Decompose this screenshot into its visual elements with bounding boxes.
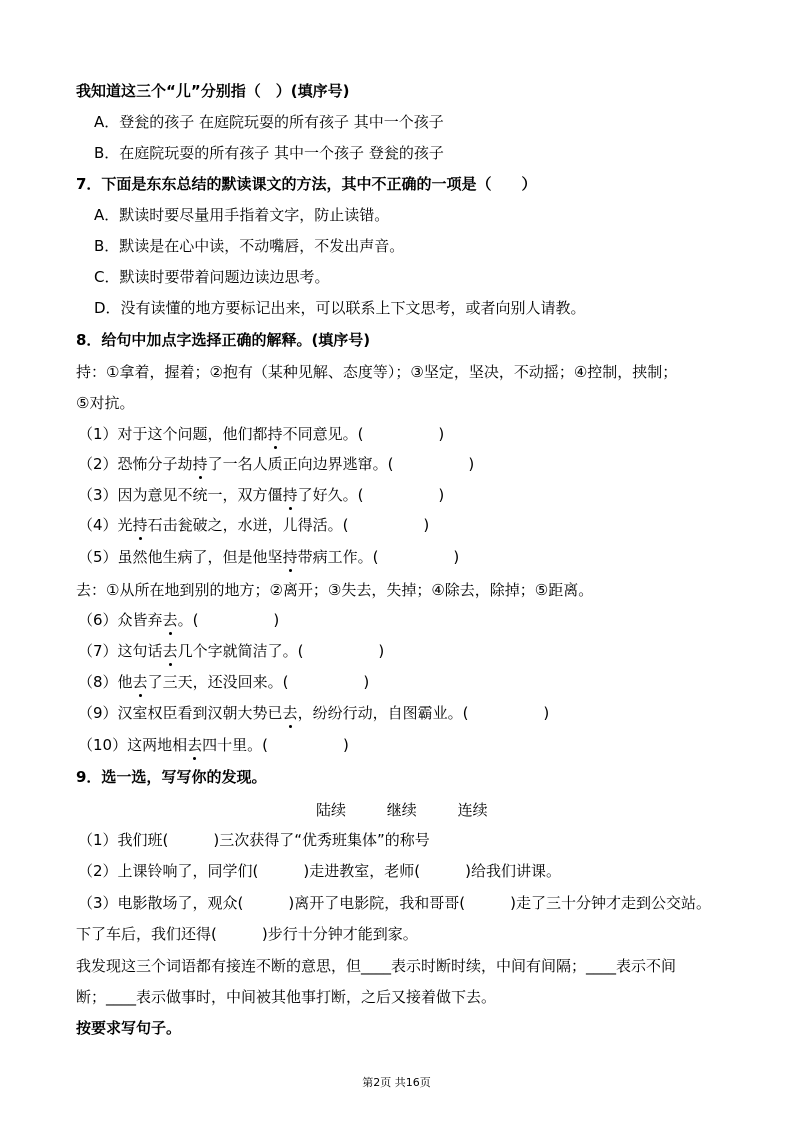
- sentence-6: （6）众皆弃去。( ): [78, 611, 280, 629]
- question-9-stem: 9．选一选，写写你的发现。: [76, 768, 267, 786]
- q9-item-2: （2）上课铃响了，同学们( )走进教室，老师( )给我们讲课。: [78, 862, 561, 880]
- section-title: 按要求写句子。: [76, 1019, 182, 1037]
- sentence-5: （5）虽然他生病了，但是他坚持带病工作。( ): [78, 548, 460, 566]
- q7-option-a: A．默读时要尽量用手指着文字，防止读错。: [94, 206, 390, 224]
- chi-definitions-cont: ⑤对抗。: [76, 394, 135, 412]
- dotted-char: 去: [162, 611, 178, 629]
- qu-definitions: 去：①从所在地到别的地方；②离开；③失去，失掉；④除去，除掉；⑤距离。: [76, 581, 594, 599]
- question-8-stem: 8．给句中加点字选择正确的解释。(填序号): [76, 331, 371, 349]
- sentence-1: （1）对于这个问题，他们都持不同意见。( ): [78, 425, 445, 443]
- dotted-char: 去: [187, 736, 203, 754]
- chi-definitions: 持：①拿着，握着；②抱有（某种见解、态度等）；③坚定，坚决，不动摇；④控制，挟制；: [76, 363, 678, 381]
- word-choice: 继续: [386, 801, 417, 819]
- option-a: A．登瓮的孩子 在庭院玩耍的所有孩子 其中一个孩子: [94, 113, 444, 131]
- q9-item-3: （3）电影散场了，观众( )离开了电影院，我和哥哥( )走了三十分钟才走到公交站。: [78, 894, 711, 912]
- page-footer: 第2页 共16页: [362, 1076, 431, 1089]
- q7-option-d: D．没有读懂的地方要标记出来，可以联系上下文思考，或者向别人请教。: [94, 299, 586, 317]
- dotted-char: 去: [162, 642, 178, 660]
- word-choices: [316, 800, 524, 820]
- word-choice: 连续: [457, 801, 488, 819]
- option-b: B．在庭院玩耍的所有孩子 其中一个孩子 登瓮的孩子: [94, 144, 444, 162]
- question-7-stem: 7．下面是东东总结的默读课文的方法，其中不正确的一项是（ ）: [76, 175, 537, 193]
- sentence-8: （8）他去了三天，还没回来。( ): [78, 673, 370, 691]
- sentence-10: （10）这两地相去四十里。( ): [78, 736, 349, 754]
- sentence-3: （3）因为意见不统一，双方僵持了好久。( ): [78, 486, 445, 504]
- q7-option-b: B．默读是在心中读，不动嘴唇，不发出声音。: [94, 237, 405, 255]
- sentence-4: （4）光持石击瓮破之，水迸，儿得活。( ): [78, 516, 430, 534]
- dotted-char: 持: [132, 516, 148, 534]
- question-er-stem: 我知道这三个“儿”分别指（ ）(填序号): [76, 82, 350, 100]
- dotted-char: 去: [132, 673, 148, 691]
- dotted-char: 持: [192, 455, 208, 473]
- q9-item-1: （1）我们班( )三次获得了“优秀班集体”的称号: [78, 831, 430, 849]
- finding-text-cont: 断；____表示做事时，中间被其他事打断，之后又接着做下去。: [76, 988, 497, 1006]
- dotted-char: 持: [267, 425, 283, 443]
- dotted-char: 持: [282, 548, 298, 566]
- q9-item-3-cont: 下了车后，我们还得( )步行十分钟才能到家。: [76, 925, 418, 943]
- dotted-char: 持: [282, 486, 298, 504]
- sentence-7: （7）这句话去几个字就简洁了。( ): [78, 642, 385, 660]
- dotted-char: 去: [282, 704, 298, 722]
- finding-text: 我发现这三个词语都有接连不断的意思，但____表示时断时续，中间有间隔；____表示不间: [76, 957, 677, 975]
- sentence-2: （2）恐怖分子劫持了一名人质正向边界逃窜。( ): [78, 455, 475, 473]
- word-choice: 陆续: [316, 801, 347, 819]
- q7-option-c: C．默读时要带着问题边读边思考。: [94, 268, 330, 286]
- sentence-9: （9）汉室权臣看到汉朝大势已去，纷纷行动，自图霸业。( ): [78, 704, 550, 722]
